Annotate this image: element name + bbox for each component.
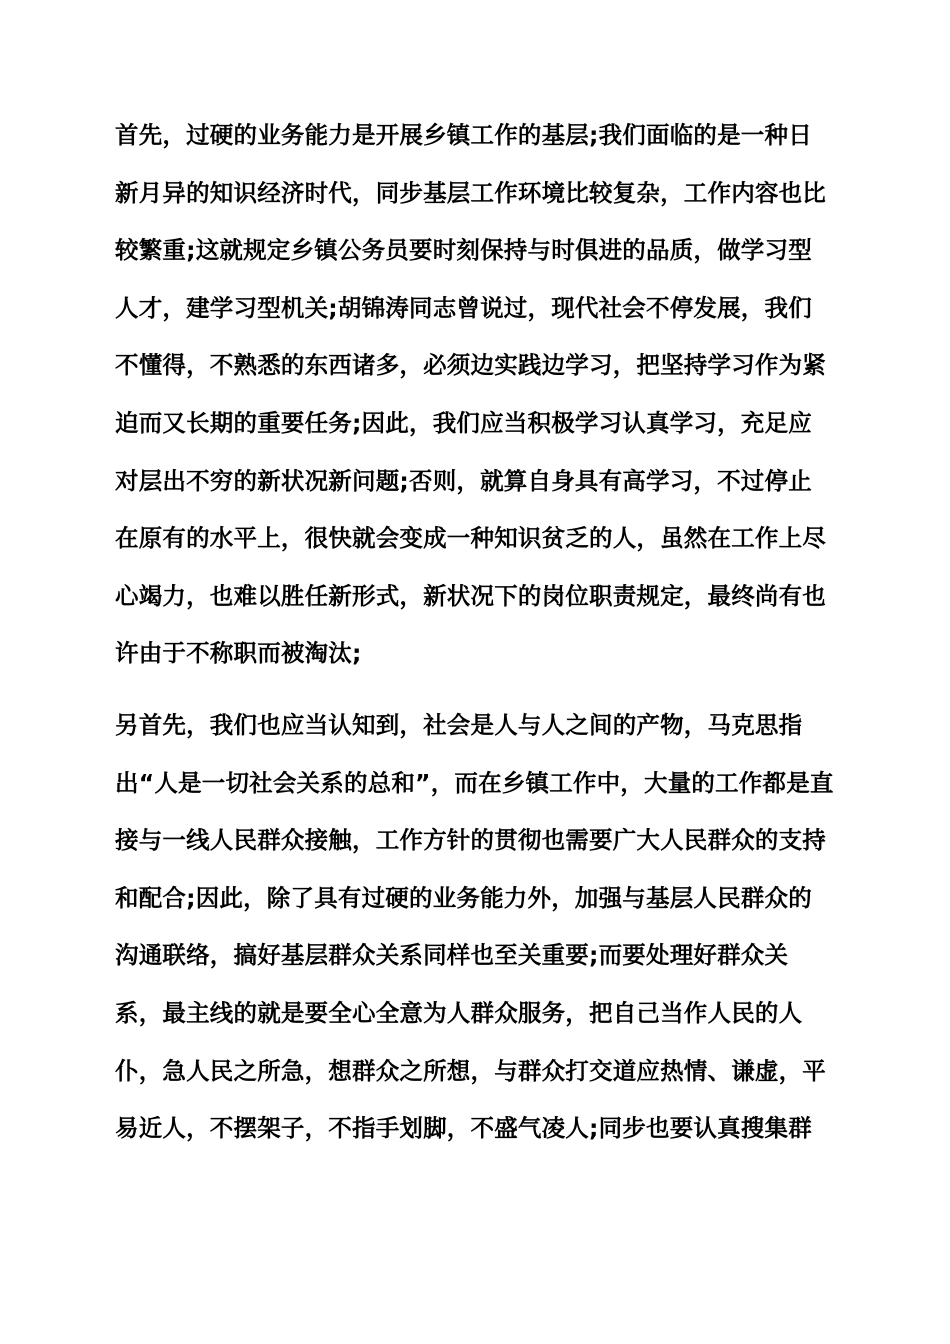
text-line: 仆，急人民之所急，想群众之所想，与群众打交道应热情、谦虚，平 [115,1056,826,1085]
text-line: 较繁重;这就规定乡镇公务员要时刻保持与时俱进的品质，做学习型 [115,236,812,265]
text-line: 易近人，不摆架子，不指手划脚，不盛气凌人;同步也要认真搜集群 [115,1114,812,1143]
text-line: 新月异的知识经济时代，同步基层工作环境比较复杂，工作内容也比 [115,178,826,207]
text-line: 迫而又长期的重要任务;因此，我们应当积极学习认真学习，充足应 [115,408,812,437]
text-line: 系，最主线的就是要全心全意为人群众服务，把自己当作人民的人 [115,998,803,1027]
text-line: 接与一线人民群众接触，工作方针的贯彻也需要广大人民群众的支持 [115,826,826,855]
text-line: 沟通联络，搞好基层群众关系同样也至关重要;而要处理好群众关 [115,941,789,970]
text-line: 心竭力，也难以胜任新形式，新状况下的岗位职责规定，最终尚有也 [115,581,826,610]
paragraph-1 [115,107,845,683]
text-line: 另首先，我们也应当认知到，社会是人与人之间的产物，马克思指 [115,711,803,739]
text-line: 许由于不称职而被淘汰; [115,639,362,668]
paragraph-2 [115,697,845,1158]
text-line: 和配合;因此，除了具有过硬的业务能力外，加强与基层人民群众的 [115,883,812,912]
text-line: 在原有的水平上，很快就会变成一种知识贫乏的人，虽然在工作上尽 [115,524,826,553]
text-line: 对层出不穷的新状况新问题;否则，就算自身具有高学习，不过停止 [115,466,812,495]
text-line: 首先，过硬的业务能力是开展乡镇工作的基层;我们面临的是一种日 [115,121,812,149]
text-line: 人才，建学习型机关;胡锦涛同志曾说过，现代社会不停发展，我们 [115,293,812,322]
text-line: 不懂得，不熟悉的东西诸多，必须边实践边学习，把坚持学习作为紧 [115,351,826,380]
text-line: 出“人是一切社会关系的总和”，而在乡镇工作中，大量的工作都是直 [115,768,834,797]
